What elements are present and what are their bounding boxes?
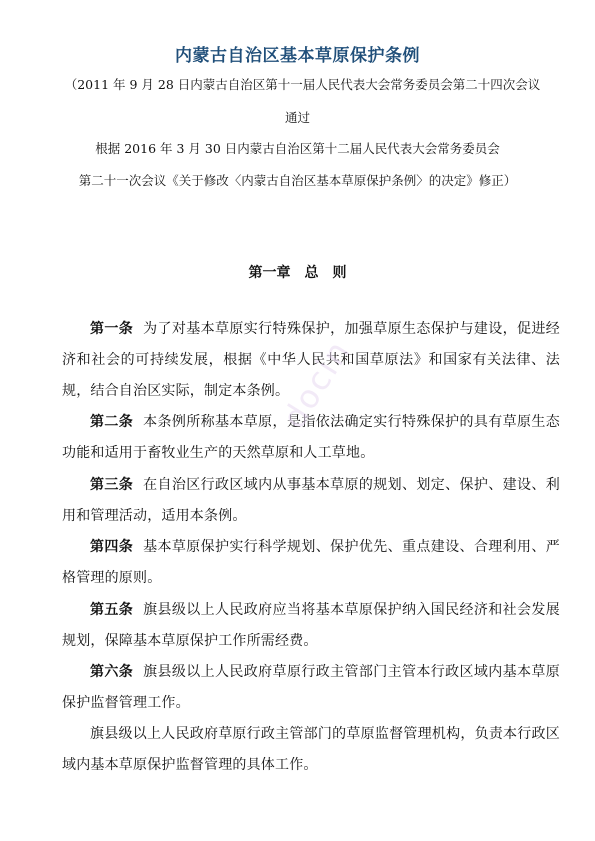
article-text: 基本草原保护实行科学规划、保护优先、重点建设、合理利用、严格管理的原则。 xyxy=(62,539,560,586)
amendment-note-line-1: 根据 2016 年 3 月 30 日内蒙古自治区第十二届人民代表大会常务委员会 xyxy=(95,141,500,156)
article-6-paragraph-2 xyxy=(62,719,560,781)
article-text: 本条例所称基本草原，是指依法确定实行特殊保护的具有草原生态功能和适用于畜牧业生产的天然草原和人工草地。 xyxy=(62,414,560,461)
adoption-note-line-1: （2011 年 9 月 28 日内蒙古自治区第十一届人民代表大会常务委员会第二十四次会议 xyxy=(64,77,541,92)
article-text: 旗县级以上人民政府草原行政主管部门的草原监督管理机构，负责本行政区域内基本草原保护监督管理的具体工作。 xyxy=(62,726,560,773)
article-label: 第三条 xyxy=(90,477,134,493)
amendment-note-line-2: 第二十一次会议《关于修改〈内蒙古自治区基本草原保护条例〉的决定》修正） xyxy=(78,173,517,188)
watermark-logo: docin xyxy=(274,332,359,436)
article-6 xyxy=(62,657,560,719)
article-3 xyxy=(62,470,560,532)
adoption-note-line-2: 通过 xyxy=(284,110,310,125)
article-text: 旗县级以上人民政府草原行政主管部门主管本行政区域内基本草原保护监督管理工作。 xyxy=(62,664,560,711)
article-5 xyxy=(62,595,560,657)
article-label: 第一条 xyxy=(90,321,134,337)
article-1 xyxy=(62,314,560,407)
article-text: 为了对基本草原实行特殊保护，加强草原生态保护与建设，促进经济和社会的可持续发展，根据《中华人民共和国草原法》和国家有关法律、法规，结合自治区实际，制定本条例。 xyxy=(62,321,560,399)
article-label: 第四条 xyxy=(90,539,134,555)
article-label: 第六条 xyxy=(90,664,134,680)
article-4 xyxy=(62,532,560,594)
article-2 xyxy=(62,407,560,469)
article-text: 旗县级以上人民政府应当将基本草原保护纳入国民经济和社会发展规划，保障基本草原保护工作所需经费。 xyxy=(62,602,560,649)
document-title: 内蒙古自治区基本草原保护条例 xyxy=(175,46,420,66)
chapter-heading: 第一章 总 则 xyxy=(248,265,347,281)
article-label: 第二条 xyxy=(90,414,134,430)
article-text: 在自治区行政区域内从事基本草原的规划、划定、保护、建设、利用和管理活动，适用本条例。 xyxy=(62,477,560,524)
article-label: 第五条 xyxy=(90,602,134,618)
